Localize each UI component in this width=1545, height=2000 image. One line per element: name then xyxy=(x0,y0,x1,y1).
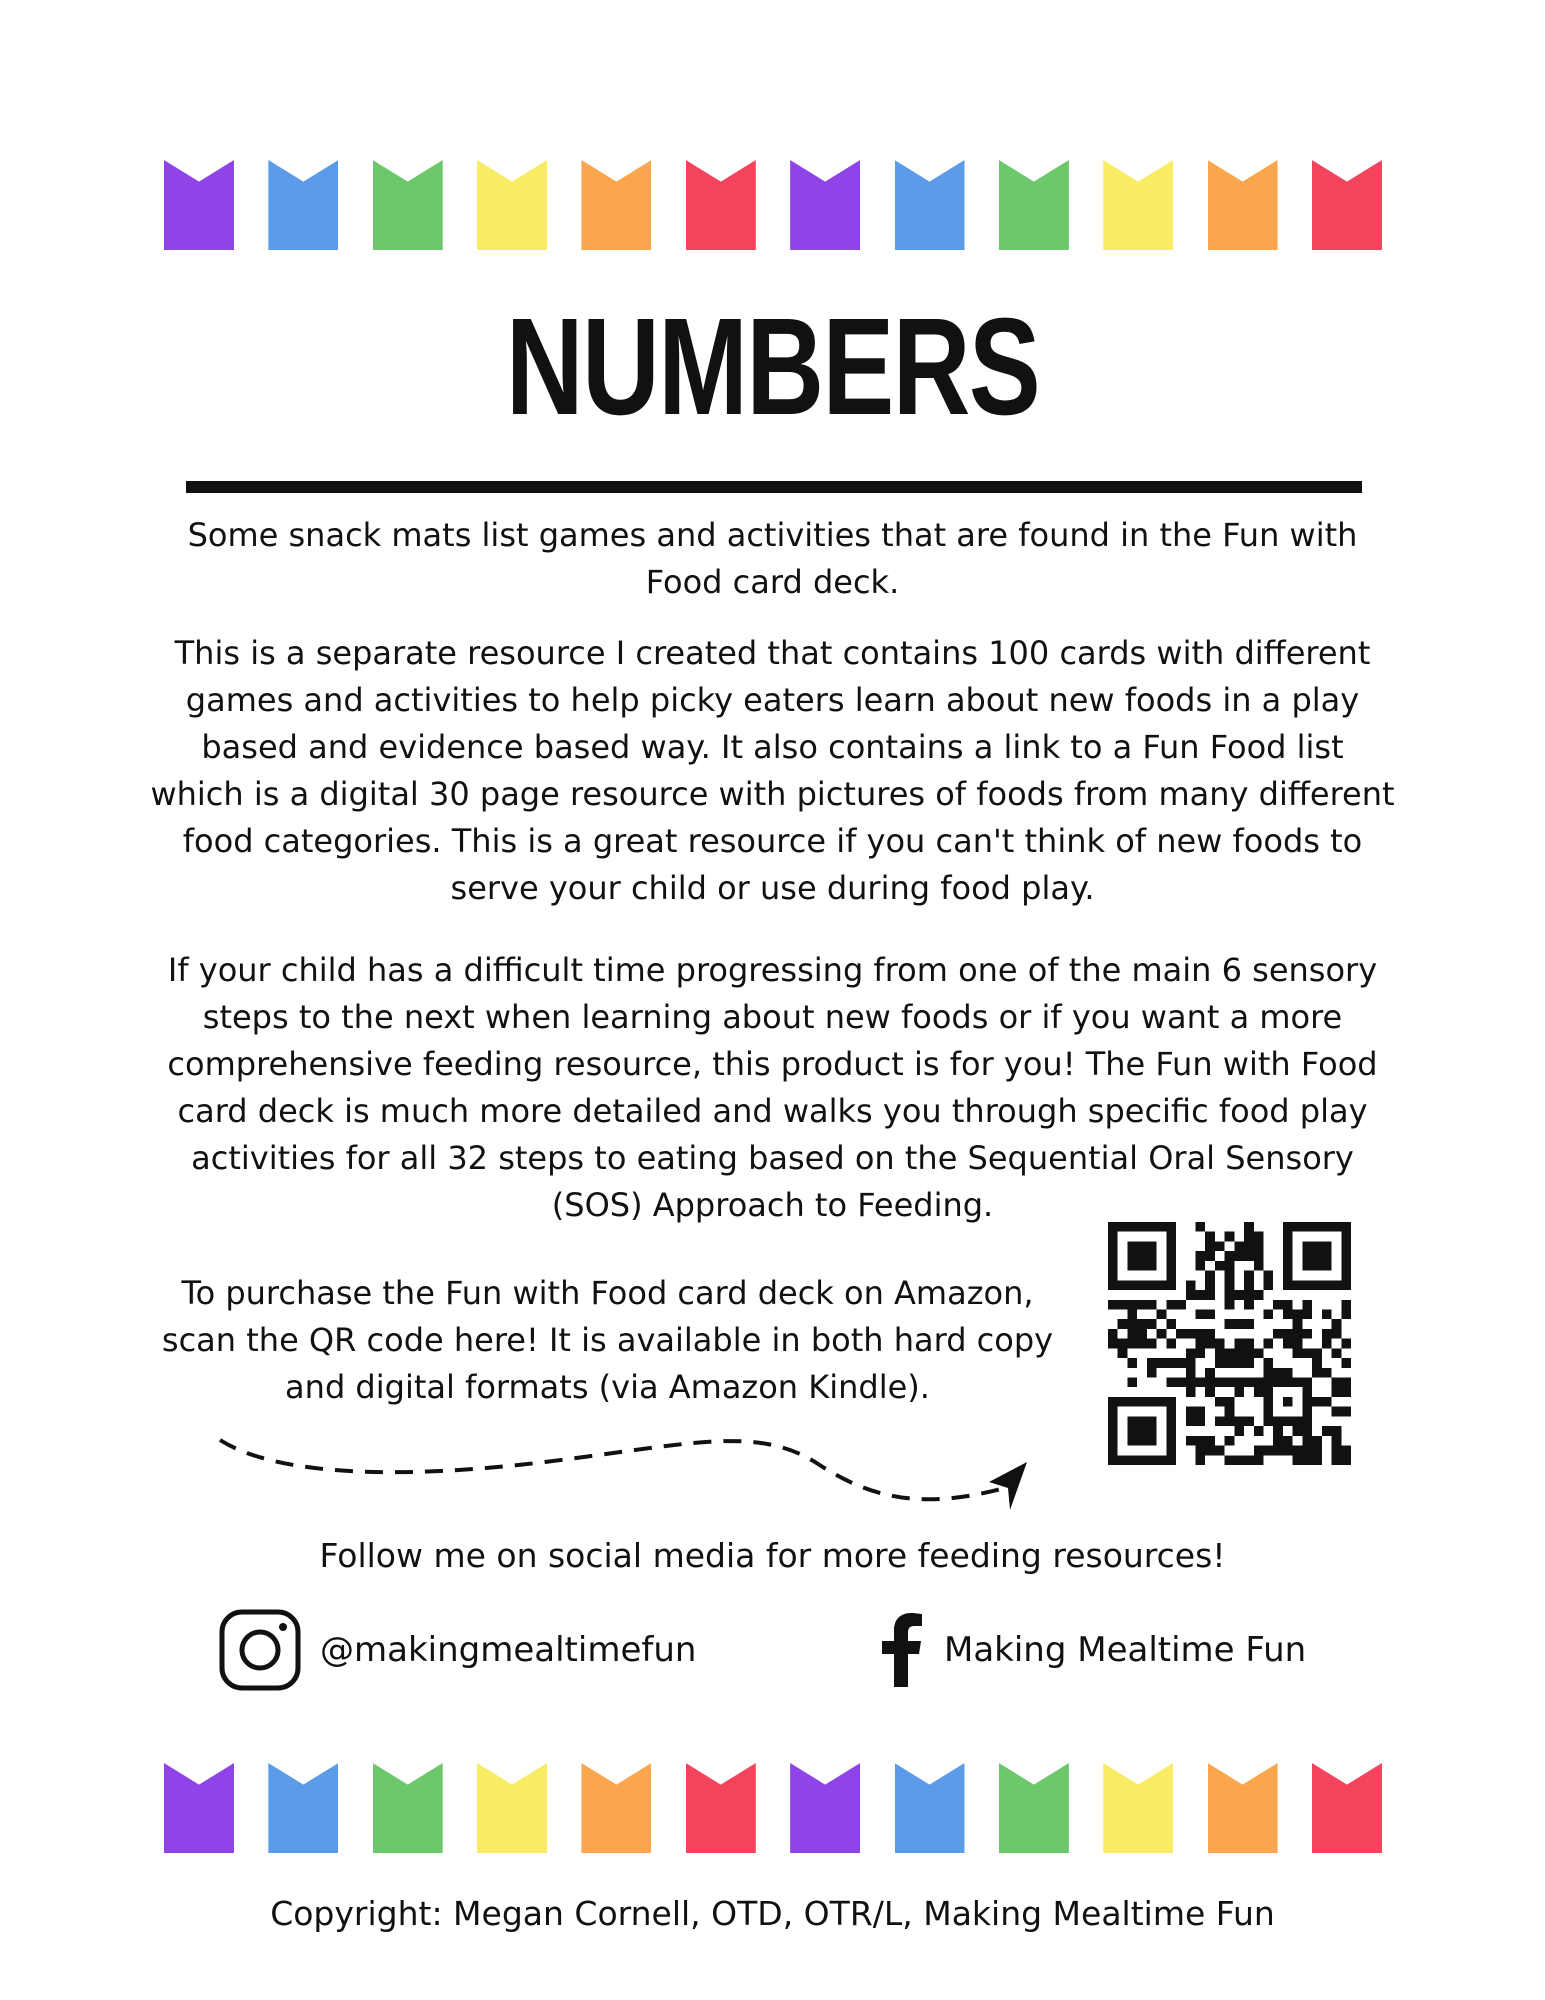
facebook-icon xyxy=(882,1613,922,1687)
bunting-bottom xyxy=(164,1763,1382,1853)
bunting-flag xyxy=(999,160,1069,250)
bunting-flag xyxy=(164,1763,234,1853)
bunting-flag xyxy=(477,1763,547,1853)
bunting-flag xyxy=(790,160,860,250)
bunting-flag xyxy=(790,1763,860,1853)
bunting-flag xyxy=(373,1763,443,1853)
copyright-text: Copyright: Megan Cornell, OTD, OTR/L, Making Mealtime Fun xyxy=(270,1894,1275,1933)
bunting-flag xyxy=(999,1763,1069,1853)
bunting-flag xyxy=(581,160,651,250)
follow-text: Follow me on social media for more feeding resources! xyxy=(319,1536,1226,1575)
bunting-flag xyxy=(686,160,756,250)
bunting-flag xyxy=(373,160,443,250)
bunting-top xyxy=(164,160,1382,250)
bunting-flag xyxy=(686,1763,756,1853)
bunting-flag xyxy=(1208,160,1278,250)
progress-paragraph: If your child has a difficult time progressing from one of the main 6 sensory steps to the next when learning about new foods or if you want a more comprehensive feeding resource, this product is for you! The Fun with Food card deck is much more detailed and walks you through specific food play activities for all 32 steps to eating based on the Sequential Oral Sensory (SOS) Approach to Feeding. xyxy=(167,951,1378,1224)
bunting-flag xyxy=(1312,160,1382,250)
resource-paragraph: This is a separate resource I created that contains 100 cards with different games and activities to help picky eaters learn about new foods in a play based and evidence based way. It also contains a link to a Fun Food list which is a digital 30 page resource with pictures of foods from many different food categories. This is a great resource if you can't think of new foods to serve your child or use during food play. xyxy=(150,634,1395,907)
bunting-flag xyxy=(1103,1763,1173,1853)
bunting-flag xyxy=(895,160,965,250)
bunting-flag xyxy=(164,160,234,250)
instagram-handle: @makingmealtimefun xyxy=(320,1630,697,1670)
bunting-flag xyxy=(477,160,547,250)
bunting-flag xyxy=(1103,160,1173,250)
dashed-arrow-icon xyxy=(215,1420,1035,1530)
bunting-flag xyxy=(1208,1763,1278,1853)
facebook-link[interactable] xyxy=(882,1608,1306,1692)
page-title: NUMBERS xyxy=(505,290,1040,444)
bunting-flag xyxy=(268,160,338,250)
bunting-flag xyxy=(895,1763,965,1853)
instagram-link[interactable] xyxy=(218,1608,696,1692)
instagram-icon xyxy=(218,1608,302,1692)
facebook-name: Making Mealtime Fun xyxy=(944,1630,1307,1670)
bunting-flag xyxy=(581,1763,651,1853)
intro-paragraph: Some snack mats list games and activities that are found in the Fun with Food card deck. xyxy=(187,516,1358,601)
bunting-flag xyxy=(1312,1763,1382,1853)
purchase-paragraph: To purchase the Fun with Food card deck on Amazon, scan the QR code here! It is available in both hard copy and digital formats (via Amazon Kindle). xyxy=(161,1274,1054,1406)
qr-code[interactable] xyxy=(1108,1222,1351,1465)
bunting-flag xyxy=(268,1763,338,1853)
title-divider xyxy=(186,481,1362,493)
